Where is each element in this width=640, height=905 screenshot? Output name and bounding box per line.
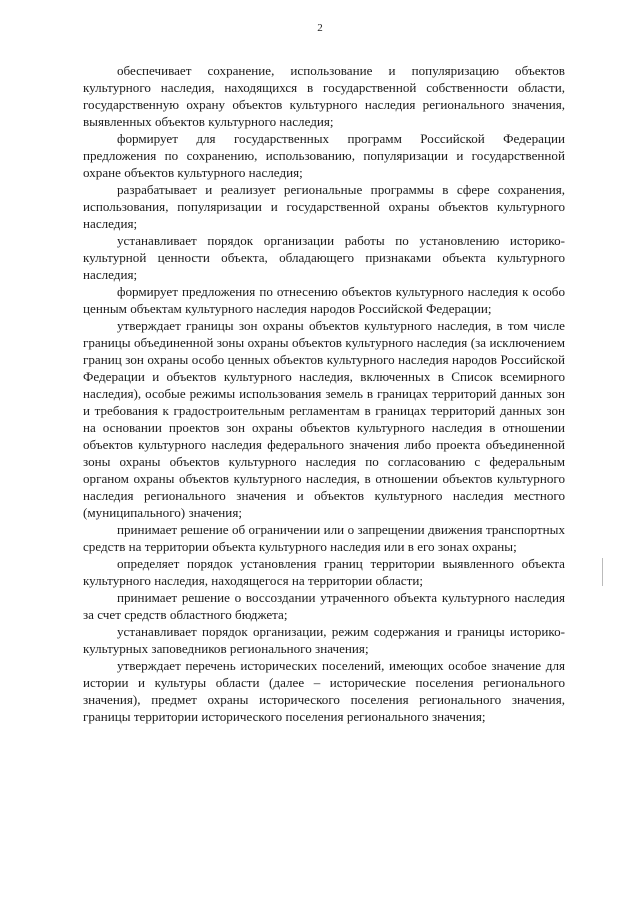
paragraph: формирует предложения по отнесению объектов культурного наследия к особо ценным объектам культурного наследия народов Российской Федерации; [83,284,565,316]
document-body [83,62,565,725]
paragraph: разрабатывает и реализует региональные программы в сфере сохранения, использования, популяризации и государственной охраны объектов культурного наследия; [83,182,565,231]
paragraph: принимает решение о воссоздании утраченного объекта культурного наследия за счет средств областного бюджета; [83,590,565,622]
paragraph: формирует для государственных программ Российской Федерации предложения по сохранению, использованию, популяризации и государственной охране объектов культурного наследия; [83,131,565,180]
page-number: 2 [317,22,323,34]
scan-margin-mark [602,558,603,586]
paragraph: принимает решение об ограничении или о запрещении движения транспортных средств на территории объекта культурного наследия или в его зонах охраны; [83,522,565,554]
paragraph: утверждает перечень исторических поселений, имеющих особое значение для истории и культуры области (далее – исторические поселения регионального значения), предмет охраны исторического поселения регионального значения, границы территории исторического поселения регионального значения; [83,658,565,724]
paragraph: устанавливает порядок организации, режим содержания и границы историко-культурных заповедников регионального значения; [83,624,565,656]
paragraph: обеспечивает сохранение, использование и популяризацию объектов культурного наследия, находящихся в государственной собственности области, государственную охрану объектов культурного наследия регионального значения, выявленных объектов культурного наследия; [83,63,565,129]
paragraph: определяет порядок установления границ территории выявленного объекта культурного наследия, находящегося на территории области; [83,556,565,588]
paragraph: утверждает границы зон охраны объектов культурного наследия, в том числе границы объединенной зоны охраны объектов культурного наследия (за исключением границ зон охраны особо ценных объектов культурного наследия народов Российской Федерации и объектов культурного наследия, включенных в Список всемирного наследия), особые режимы использования земель в границах территорий данных зон и требования к градостроительным регламентам в границах территорий данных зон на основании проектов зон охраны объектов культурного наследия в отношении объектов культурного наследия федерального значения либо проекта объединенной зоны охраны объектов культурного наследия по согласованию с федеральным органом охраны объектов культурного наследия, в отношении объектов культурного наследия регионального значения и объектов культурного наследия местного (муниципального) значения; [83,318,565,520]
paragraph: устанавливает порядок организации работы по установлению историко-культурной ценности объекта, обладающего признаками объекта культурного наследия; [83,233,565,282]
